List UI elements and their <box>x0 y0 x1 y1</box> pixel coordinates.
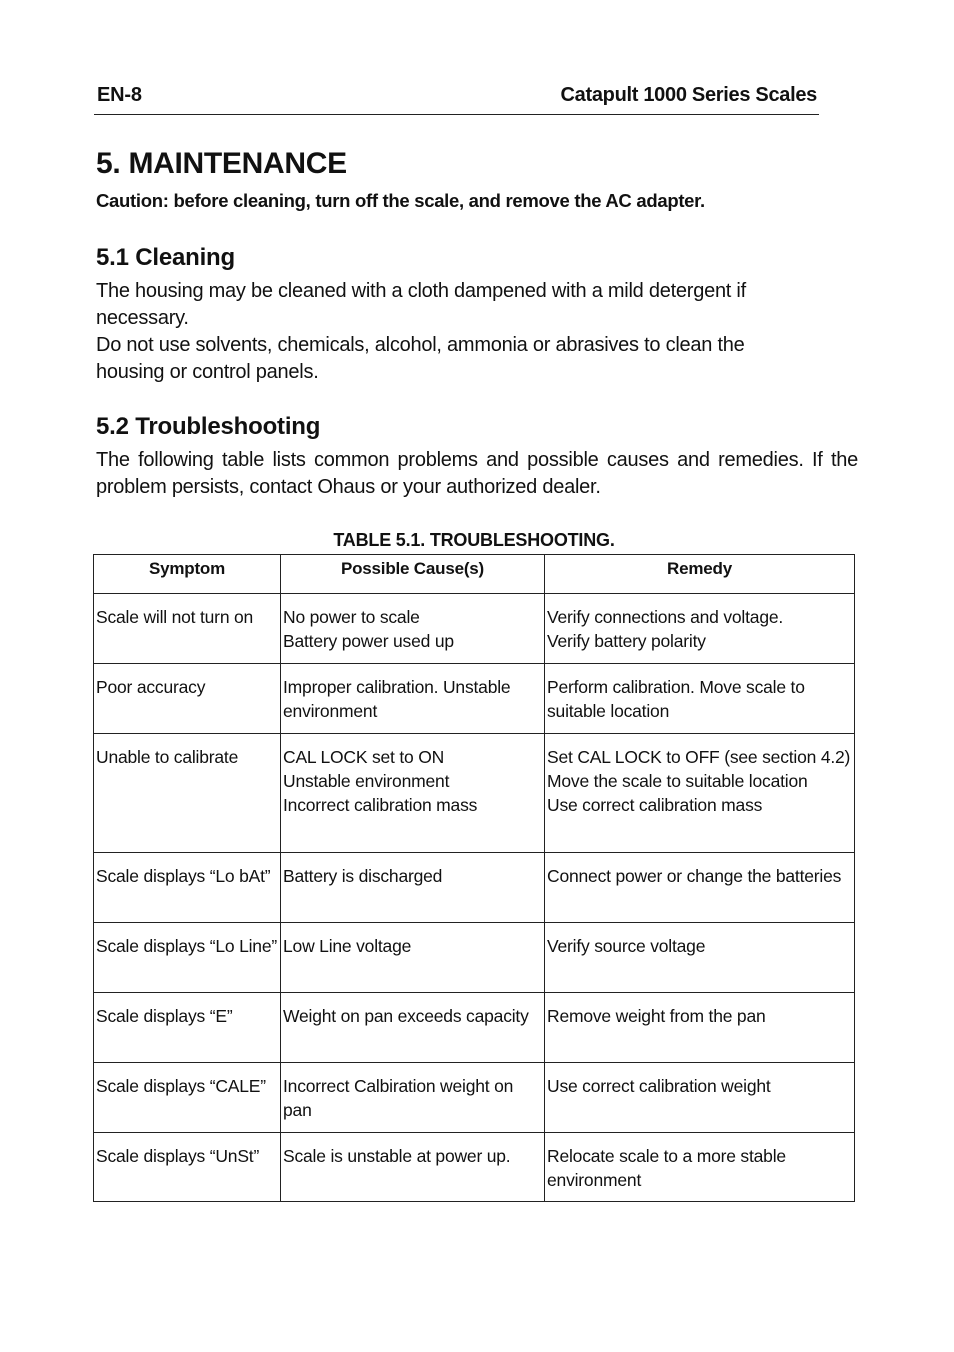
cell-text: Verify battery polarity <box>547 631 706 651</box>
table-caption: TABLE 5.1. TROUBLESHOOTING. <box>333 530 615 550</box>
troubleshooting-table <box>93 554 855 1202</box>
cell-text: Relocate scale to a more stable environment <box>547 1146 786 1190</box>
symptom-cell <box>94 734 281 853</box>
cell-text: Weight on pan exceeds capacity <box>283 1006 529 1026</box>
cell-text: Perform calibration. Move scale to suitable location <box>547 677 805 721</box>
column-header-remedy: Remedy <box>545 555 855 594</box>
cause-cell <box>281 993 545 1063</box>
cleaning-heading: 5.1 Cleaning <box>96 244 235 271</box>
remedy-cell <box>545 734 855 853</box>
cleaning-paragraph-2: Do not use solvents, chemicals, alcohol, ammonia or abrasives to clean the housing or control panels. <box>96 334 745 383</box>
remedy-cell <box>545 1063 855 1133</box>
section-title: 5. MAINTENANCE <box>96 147 347 180</box>
cell-text: Move the scale to suitable location <box>547 771 808 791</box>
cell-text: Unstable environment <box>283 771 450 791</box>
troubleshooting-paragraph: The following table lists common problems and possible causes and remedies. If the problem persists, contact Ohaus or your authorized dealer. <box>96 449 858 498</box>
symptom-cell <box>94 923 281 993</box>
remedy-cell <box>545 993 855 1063</box>
cause-cell <box>281 1063 545 1133</box>
table-row <box>94 664 855 734</box>
cause-cell <box>281 734 545 853</box>
cell-text: CAL LOCK set to ON <box>283 747 445 767</box>
cell-text: Set CAL LOCK to OFF (see section 4.2) <box>547 747 851 767</box>
cell-text: Unable to calibrate <box>96 747 239 767</box>
symptom-cell <box>94 664 281 734</box>
symptom-cell <box>94 1063 281 1133</box>
document-title: Catapult 1000 Series Scales <box>560 84 817 106</box>
cause-cell <box>281 664 545 734</box>
column-header-cause: Possible Cause(s) <box>281 555 545 594</box>
cell-text: Incorrect calibration mass <box>283 795 478 815</box>
table-row <box>94 1133 855 1202</box>
symptom-cell <box>94 594 281 664</box>
remedy-cell <box>545 923 855 993</box>
caution-note: Caution: before cleaning, turn off the scale, and remove the AC adapter. <box>96 190 705 211</box>
cell-text: Scale displays “E” <box>96 1006 233 1026</box>
cell-text: Improper calibration. Unstable environment <box>283 677 511 721</box>
symptom-cell <box>94 993 281 1063</box>
cell-text: Low Line voltage <box>283 936 412 956</box>
symptom-cell <box>94 853 281 923</box>
table-row <box>94 1063 855 1133</box>
cell-text: Scale will not turn on <box>96 607 254 627</box>
cause-cell <box>281 594 545 664</box>
cell-text: Verify connections and voltage. <box>547 607 784 627</box>
cell-text: Scale displays “UnSt” <box>96 1146 260 1166</box>
remedy-cell <box>545 1133 855 1202</box>
cleaning-paragraph-1: The housing may be cleaned with a cloth dampened with a mild detergent if necessary. <box>96 280 746 329</box>
cell-text: Use correct calibration weight <box>547 1076 771 1096</box>
table-row <box>94 853 855 923</box>
cell-text: Verify source voltage <box>547 936 706 956</box>
table-row <box>94 923 855 993</box>
cause-cell <box>281 853 545 923</box>
troubleshooting-heading: 5.2 Troubleshooting <box>96 413 321 440</box>
cell-text: Scale displays “Lo Line” <box>96 936 277 956</box>
cell-text: Scale is unstable at power up. <box>283 1146 511 1166</box>
page-number: EN-8 <box>97 84 142 106</box>
cell-text: Remove weight from the pan <box>547 1006 766 1026</box>
cell-text: Poor accuracy <box>96 677 206 697</box>
cell-text: Scale displays “CALE” <box>96 1076 266 1096</box>
table-row <box>94 594 855 664</box>
remedy-cell <box>545 853 855 923</box>
remedy-cell <box>545 594 855 664</box>
cell-text: No power to scale <box>283 607 420 627</box>
cell-text: Connect power or change the batteries <box>547 866 842 886</box>
symptom-cell <box>94 1133 281 1202</box>
remedy-cell <box>545 664 855 734</box>
page-header <box>94 80 819 115</box>
cell-text: Use correct calibration mass <box>547 795 763 815</box>
cell-text: Battery is discharged <box>283 866 443 886</box>
cell-text: Scale displays “Lo bAt” <box>96 866 271 886</box>
table-row <box>94 734 855 853</box>
table-body <box>94 594 855 1202</box>
cell-text: Incorrect Calbiration weight on pan <box>283 1076 514 1120</box>
table-header-row <box>94 555 855 594</box>
cell-text: Battery power used up <box>283 631 454 651</box>
cause-cell <box>281 1133 545 1202</box>
table-row <box>94 993 855 1063</box>
cause-cell <box>281 923 545 993</box>
column-header-symptom: Symptom <box>94 555 281 594</box>
